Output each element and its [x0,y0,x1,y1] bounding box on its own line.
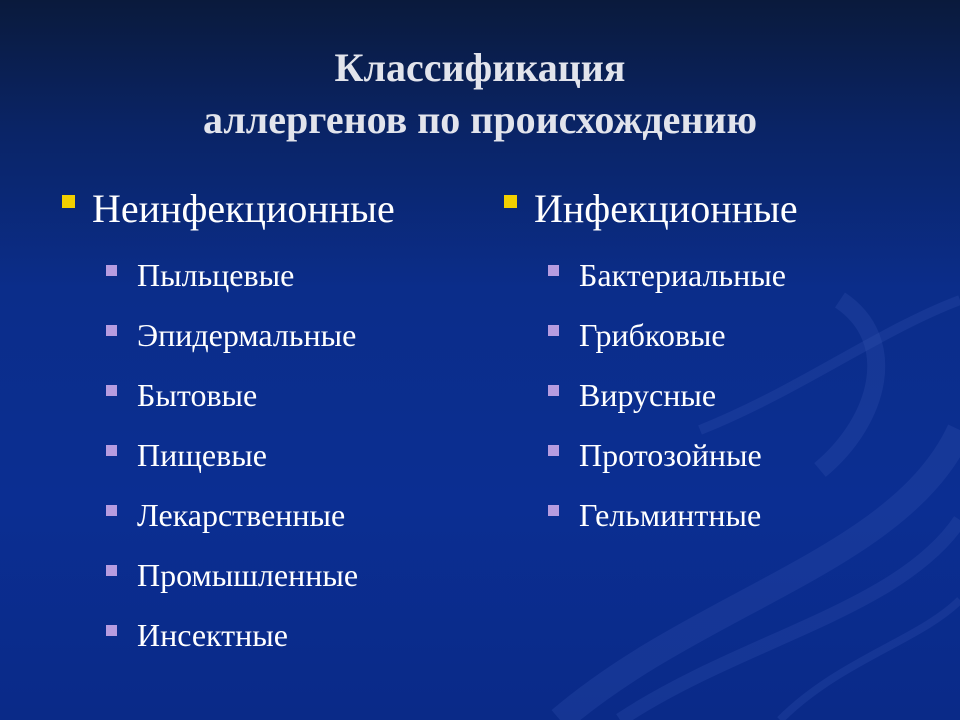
list-item-label: Протозойные [579,437,762,473]
right-heading-text: Инфекционные [534,186,798,231]
list-item-label: Грибковые [579,317,726,353]
list-item [546,485,798,545]
right-item-list [546,245,798,545]
list-item-label: Эпидермальные [137,317,357,353]
list-item [104,365,395,425]
square-bullet-icon [548,445,559,456]
left-heading-text: Неинфекционные [92,186,395,231]
list-item-label: Гельминтные [579,497,762,533]
list-item-label: Бактериальные [579,257,786,293]
square-bullet-icon [548,505,559,516]
square-bullet-icon [548,265,559,276]
yellow-square-bullet-icon [62,195,75,208]
right-heading [502,186,798,232]
square-bullet-icon [106,505,117,516]
square-bullet-icon [106,625,117,636]
list-item-label: Лекарственные [137,497,346,533]
right-column [502,186,798,545]
list-item-label: Пищевые [137,437,267,473]
square-bullet-icon [548,325,559,336]
slide-title-line-1: Классификация [334,45,626,90]
square-bullet-icon [106,565,117,576]
slide-title [0,42,960,146]
list-item [104,305,395,365]
list-item-label: Бытовые [137,377,258,413]
list-item [546,425,798,485]
square-bullet-icon [106,445,117,456]
list-item [104,485,395,545]
list-item [104,605,395,665]
left-heading [60,186,395,232]
list-item [546,305,798,365]
list-item [546,245,798,305]
slide-title-line-2: аллергенов по происхождению [202,97,758,142]
list-item [104,425,395,485]
list-item-label: Вирусные [579,377,717,413]
list-item [104,245,395,305]
square-bullet-icon [548,385,559,396]
square-bullet-icon [106,265,117,276]
list-item [104,545,395,605]
list-item [546,365,798,425]
list-item-label: Пыльцевые [137,257,295,293]
list-item-label: Промышленные [137,557,359,593]
left-item-list [104,245,395,665]
yellow-square-bullet-icon [504,195,517,208]
left-column [60,186,395,665]
square-bullet-icon [106,325,117,336]
list-item-label: Инсектные [137,617,288,653]
square-bullet-icon [106,385,117,396]
